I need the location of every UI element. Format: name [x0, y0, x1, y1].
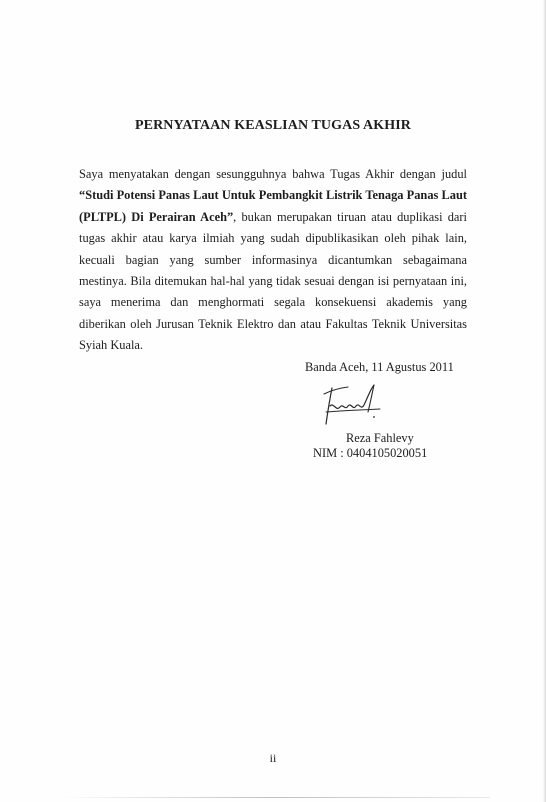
statement-rest: , bukan merupakan tiruan atau duplikasi dari tugas akhir atau karya ilmiah yang sudah dipublikasikan oleh pihak lain, kecuali bagian yang sumber informasinya dicantumkan sebagaimana mestinya. Bila ditemukan hal-hal yang tidak sesuai dengan isi pernyataan ini, saya menerima dan menghormati segala konsekuensi akademis yang diberikan oleh Jurusan Teknik Elektro dan atau Fakultas Teknik Universitas Syiah Kuala. — [79, 209, 467, 353]
handwritten-signature — [318, 382, 398, 426]
statement-paragraph — [79, 164, 467, 357]
page-title: PERNYATAAN KEASLIAN TUGAS AKHIR — [134, 118, 412, 133]
scan-bottom-line — [60, 797, 490, 798]
signatory-nim: NIM : 0404105020051 — [313, 446, 428, 460]
page-number: ii — [269, 751, 277, 765]
place-date: Banda Aceh, 11 Agustus 2011 — [305, 360, 454, 374]
signatory-name: Reza Fahlevy — [346, 431, 414, 445]
statement-intro: Saya menyatakan dengan sesungguhnya bahwa Tugas Akhir dengan judul — [79, 167, 467, 181]
thesis-title: “Studi Potensi Panas Laut Untuk Pembangkit Listrik Tenaga Panas Laut (PLTPL) Di Perairan Aceh” — [79, 188, 467, 224]
